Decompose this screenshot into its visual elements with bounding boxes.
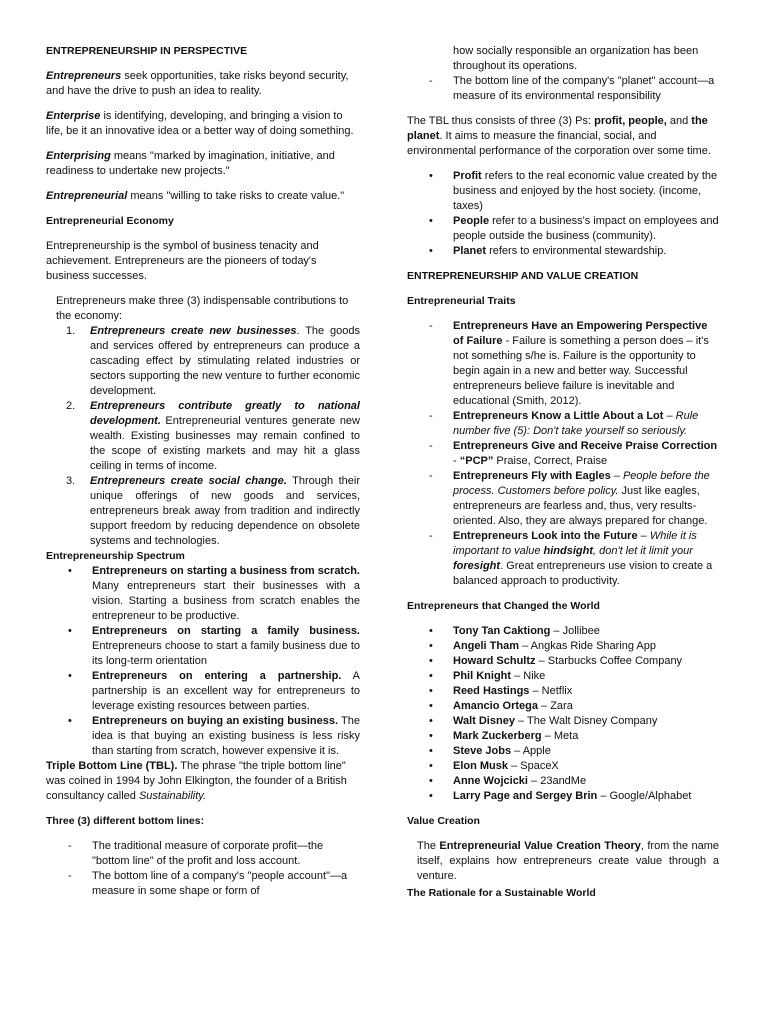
list-item: - Entrepreneurs Fly with Eagles – People before the process. Customers before policy. Just like eagles, entrepreneurs are fearless and, thus, very results-oriented. Also, they are always prepared for change. [429,470,710,527]
list-item: • Amancio Ortega – Zara [429,700,573,712]
three-ps-list [407,169,719,259]
changers-list [407,624,719,804]
list-item: - The bottom line of the company's "planet" account—a measure of its environmental responsibility [429,75,715,102]
traits-list [407,319,719,589]
definition: Entrepreneurial means "willing to take risks to create value." [46,190,345,202]
section-heading: ENTREPRENEURSHIP AND VALUE CREATION [407,270,639,282]
subheading: Three (3) different bottom lines: [46,815,205,827]
definition: Enterprise is identifying, developing, and bringing a vision to life, be it an innovative idea or a better way of doing something. [46,110,354,137]
right-column [407,44,719,901]
list-item: • Steve Jobs – Apple [429,745,551,757]
definition: Enterprising means "marked by imagination, initiative, and readiness to undertake new projects." [46,150,335,177]
list-item: • Planet refers to environmental stewardship. [429,245,667,257]
list-item: • Tony Tan Caktiong – Jollibee [429,625,600,637]
list-item: • Phil Knight – Nike [429,670,546,682]
paragraph: The TBL thus consists of three (3) Ps: profit, people, and the planet. It aims to measure the financial, social, and environmental performance of the corporation over some time. [407,115,711,157]
list-item: - The traditional measure of corporate profit—the "bottom line" of the profit and loss account. [68,840,324,867]
list-continuation: how socially responsible an organization has been throughout its operations. [453,45,699,72]
subheading: Entrepreneurship Spectrum [46,550,185,562]
list-item: 2. Entrepreneurs contribute greatly to national development. Entrepreneurial ventures generate new wealth. Existing businesses may remain confined to the scope of existing markets and may hit a glass ceiling in terms of income. [66,400,360,472]
list-item: • Entrepreneurs on starting a business from scratch. Many entrepreneurs start their businesses with a vision. Starting a business from scratch enables the entrepreneur to be productive. [68,565,360,622]
list-item: • Angeli Tham – Angkas Ride Sharing App [429,640,656,652]
list-item: • Reed Hastings – Netflix [429,685,573,697]
bottom-lines-list-cont [407,74,719,104]
paragraph: Entrepreneurship is the symbol of business tenacity and achievement. Entrepreneurs are the pioneers of today's business successes. [46,240,319,282]
paragraph: The Entrepreneurial Value Creation Theory, from the name itself, explains how entrepreneurs create value through a venture. [417,840,719,882]
paragraph: Triple Bottom Line (TBL). The phrase "the triple bottom line" was coined in 1994 by John Elkington, the founder of a British consultancy called Sustainability. [46,760,347,802]
list-item: 3. Entrepreneurs create social change. Through their unique offerings of new goods and services, entrepreneurs break away from tradition and indirectly support freedom by reducing dependence on obsolete systems and technologies. [66,475,360,547]
list-item: • Elon Musk – SpaceX [429,760,559,772]
list-item: - Entrepreneurs Give and Receive Praise Correction - “PCP” Praise, Correct, Praise [429,440,718,467]
list-item: 1. Entrepreneurs create new businesses. The goods and services offered by entrepreneurs can produce a cascading effect by stimulating related industries or sectors supporting the new venture to further economic development. [66,325,360,397]
list-item: • Walt Disney – The Walt Disney Company [429,715,658,727]
list-item: - Entrepreneurs Know a Little About a Lot – Rule number five (5): Don't take yourself so seriously. [429,410,699,437]
subheading: Entrepreneurs that Changed the World [407,600,600,612]
definition: Entrepreneurs seek opportunities, take risks beyond security, and have the drive to push an idea to reality. [46,70,349,97]
list-item: - Entrepreneurs Have an Empowering Perspective of Failure - Failure is something a person does – it's not something s/he is. Failure is the opportunity to begin again in a new and better way. Successful entrepreneurs believe failure is inevitable and educational (Smith, 2012). [429,320,709,407]
section-heading: ENTREPRENEURSHIP IN PERSPECTIVE [46,45,248,57]
list-item: • Larry Page and Sergey Brin – Google/Alphabet [429,790,692,802]
list-item: • Entrepreneurs on starting a family business. Entrepreneurs choose to start a family business due to its long-term orientation [68,625,360,667]
list-item: • Mark Zuckerberg – Meta [429,730,579,742]
left-column [46,44,360,899]
subheading: Value Creation [407,815,480,827]
list-item: • Entrepreneurs on entering a partnership. A partnership is an excellent way for entrepreneurs to leverage existing resources between parties. [68,670,360,712]
list-item: - Entrepreneurs Look into the Future – While it is important to value hindsight, don't let it limit your foresight. Great entrepreneurs use vision to create a balanced approach to productivity. [429,530,713,587]
list-item: • People refer to a business's impact on employees and people outside the business (community). [429,215,719,242]
list-item: • Entrepreneurs on buying an existing business. The idea is that buying an existing business is less risky than starting from scratch, however expensive it is. [68,715,361,757]
subheading: Entrepreneurial Economy [46,215,174,227]
list-item: • Howard Schultz – Starbucks Coffee Company [429,655,683,667]
list-item: - The bottom line of a company's "people account"—a measure in some shape or form of [68,870,348,897]
subheading: The Rationale for a Sustainable World [407,887,596,899]
contributions-list [46,324,360,549]
subheading: Entrepreneurial Traits [407,295,516,307]
contributions-intro: Entrepreneurs make three (3) indispensable contributions to the economy: [56,295,349,322]
list-item: • Profit refers to the real economic value created by the business and enjoyed by the host society. (income, taxes) [429,170,718,212]
list-item: • Anne Wojcicki – 23andMe [429,775,587,787]
bottom-lines-list [46,839,360,899]
spectrum-list [46,564,360,759]
